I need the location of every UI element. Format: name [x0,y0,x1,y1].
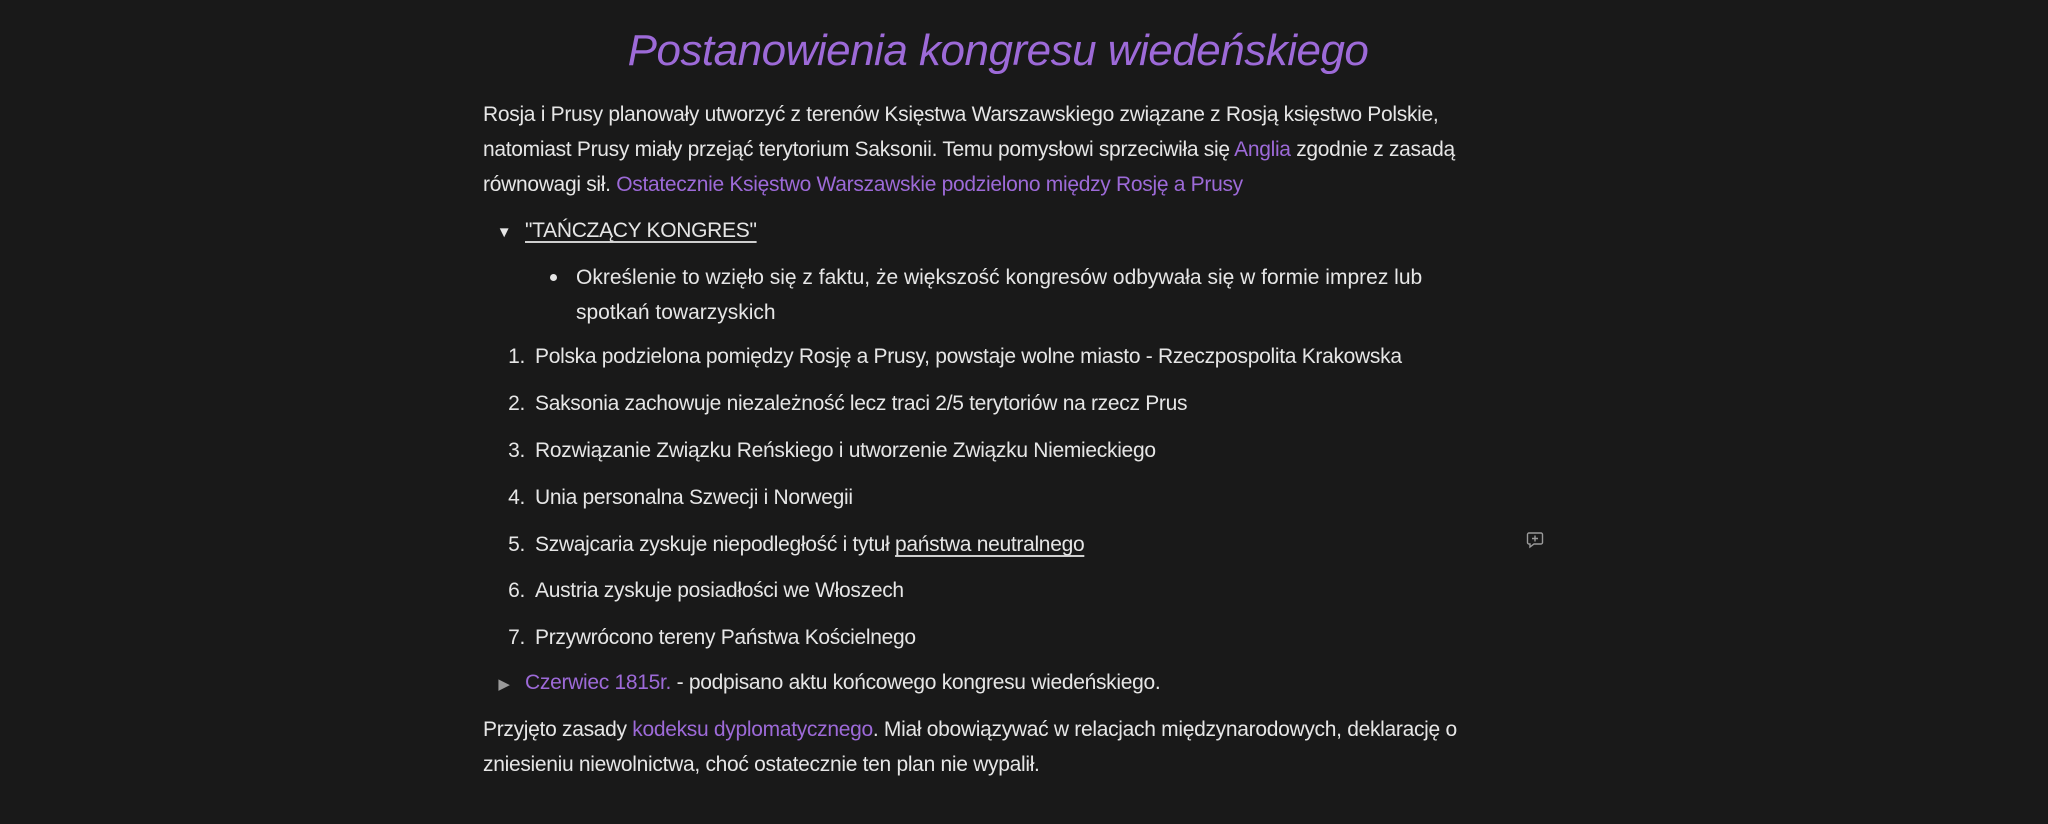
list-number: 4. [508,486,525,509]
bullet-icon [550,274,557,281]
list-item [483,339,1402,374]
list-number: 3. [508,439,525,462]
list-number: 5. [508,533,525,556]
intro-text: Rosja i Prusy planowały utworzyć z terenów Księstwa Warszawskiego związane z Rosją księstwo Polskie, natomiast Prusy miały przejąć terytorium Saksonii. Temu pomysłowi sprzeciwiła się [483,103,1439,161]
list-item [483,433,1156,468]
highlight-date: Czerwiec 1815r. [525,671,672,694]
toggle-text: - podpisano aktu końcowego kongresu wiedeńskiego. [671,671,1161,694]
page-title: Postanowienia kongresu wiedeńskiego [627,26,1369,75]
list-text: Szwajcaria zyskuje niepodległość i tytuł [535,533,896,556]
toggle-dancing-congress[interactable] [483,213,757,250]
intro-text-2: zgodnie z zasadą równowagi sił. [483,138,1455,196]
list-item [483,573,904,608]
list-text: Rozwiązanie Związku Reńskiego i utworzenie Związku Niemieckiego [535,439,1156,462]
triangle-down-icon[interactable]: ▼ [496,224,512,241]
highlight-diplomatic-code: kodeksu dyplomatycznego [632,718,873,741]
list-item [483,386,1187,421]
toggle-label: "TAŃCZĄCY KONGRES" [525,219,757,242]
outro-text-2: . Miał obowiązywać w relacjach międzynarodowych, deklarację o zniesieniu niewolnictwa, choć ostatecznie ten plan nie wypalił. [483,718,1457,776]
triangle-right-icon[interactable]: ▶ [498,676,510,693]
list-number: 1. [508,345,525,368]
add-comment-icon[interactable] [1526,531,1544,549]
list-text: Przywrócono tereny Państwa Kościelnego [535,626,916,649]
list-number: 7. [508,626,525,649]
bullet-text: Określenie to wzięło się z faktu, że większość kongresów odbywała się w formie imprez lub spotkań towarzyskich [576,266,1423,324]
list-item [483,527,1084,562]
outro-paragraph [483,712,1483,782]
toggle-june-1815[interactable] [483,665,1160,702]
list-number: 2. [508,392,525,415]
list-item [550,260,1430,330]
list-text: Saksonia zachowuje niezależność lecz traci 2/5 terytoriów na rzecz Prus [535,392,1188,415]
list-number: 6. [508,579,525,602]
list-item [483,620,916,655]
intro-paragraph [483,97,1483,202]
highlight-conclusion: Ostatecznie Księstwo Warszawskie podzielono między Rosję a Prusy [616,173,1243,196]
underlined-term: państwa neutralnego [895,533,1085,556]
outro-text: Przyjęto zasady [483,718,633,741]
list-text: Unia personalna Szwecji i Norwegii [535,486,853,509]
highlight-anglia: Anglia [1234,138,1291,161]
list-item [483,480,853,515]
list-text: Austria zyskuje posiadłości we Włoszech [535,579,904,602]
list-text: Polska podzielona pomiędzy Rosję a Prusy, powstaje wolne miasto - Rzeczpospolita Krakowska [535,345,1402,368]
